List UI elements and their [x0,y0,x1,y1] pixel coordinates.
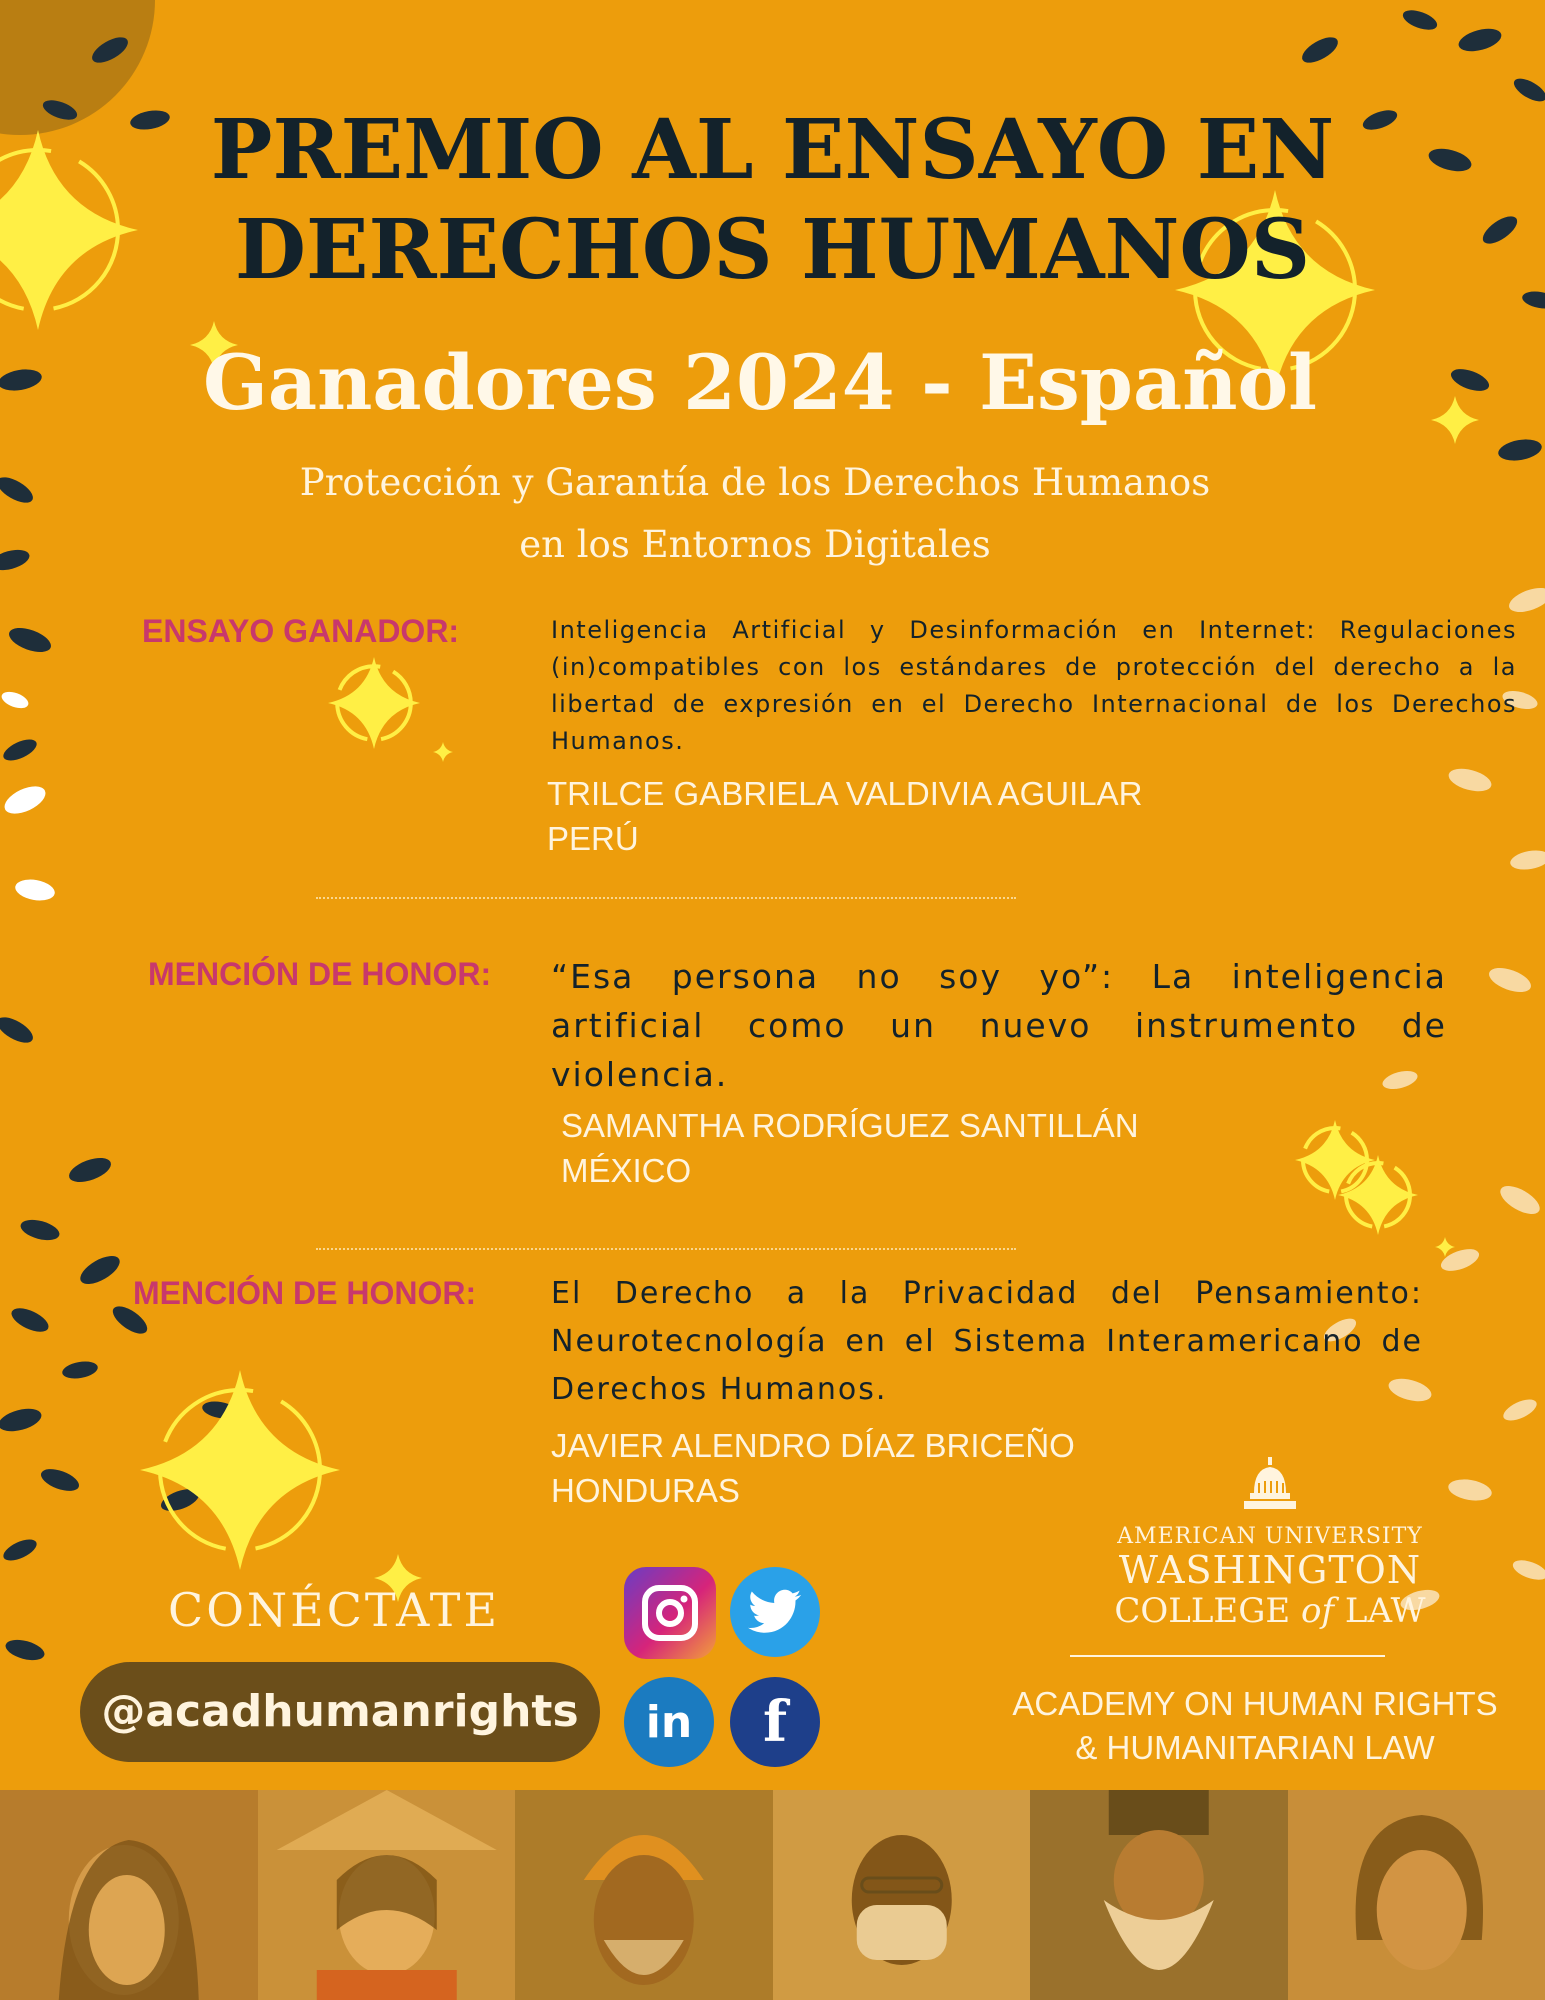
honor-label: MENCIÓN DE HONOR: [133,1275,477,1311]
dash-decoration [0,1405,44,1436]
honor-essay-title: “Esa persona no soy yo”: La inteligencia artificial como un nuevo instrumento de violencia. [551,957,1447,1094]
dash-decoration [3,1636,46,1664]
instagram-icon[interactable] [624,1567,716,1659]
logo-line-3 [1060,1591,1480,1631]
academy-name [955,1682,1545,1770]
dash-decoration [0,735,39,765]
logo-college: COLLEGE [1114,1591,1291,1631]
dash-decoration [1446,765,1494,796]
author-country: HONDURAS [551,1472,740,1509]
connect-heading: CONÉCTATE [168,1583,501,1637]
author-country: MÉXICO [561,1152,692,1189]
theme-line-2: en los Entornos Digitales [519,523,991,566]
dash-decoration [1298,32,1342,68]
subtitle: Ganadores 2024 - Español [202,338,1318,427]
winner-label: ENSAYO GANADOR: [142,613,460,649]
dash-decoration [1400,6,1439,33]
university-logo [1060,1455,1480,1631]
facebook-icon[interactable]: f [730,1677,820,1767]
winner-author [547,771,1142,861]
dash-decoration [1456,25,1504,56]
divider [316,897,1016,899]
dash-decoration [0,1535,39,1565]
dash-decoration [18,1216,61,1244]
dash-decoration [0,1012,37,1048]
title-line-2: DERECHOS HUMANOS [234,202,1311,298]
academy-line-2: & HUMANITARIAN LAW [1075,1729,1435,1766]
dash-decoration [1509,848,1545,873]
dash-decoration [1500,1395,1539,1425]
honor-label: MENCIÓN DE HONOR: [148,956,492,992]
dash-decoration [76,1250,124,1289]
dash-decoration [38,1465,82,1496]
page-title [0,100,1545,300]
dash-decoration [1497,436,1544,463]
dash-decoration [0,689,31,712]
academy-line-1: ACADEMY ON HUMAN RIGHTS [1012,1685,1498,1722]
dash-decoration [0,781,49,820]
linkedin-icon[interactable]: in [624,1677,714,1767]
logo-line-1: AMERICAN UNIVERSITY [1117,1524,1423,1549]
sparkle-icon [328,657,420,749]
dash-decoration [61,1359,99,1381]
logo-divider [1070,1655,1385,1657]
dash-decoration [0,472,37,508]
dash-decoration [14,877,57,904]
twitter-icon[interactable] [730,1567,820,1657]
dash-decoration [1496,1180,1544,1219]
honor-author [551,1423,1075,1513]
dash-decoration [0,546,32,574]
sparkle-icon [140,1370,340,1570]
dash-decoration [6,623,54,657]
author-name: SAMANTHA RODRÍGUEZ SANTILLÁN [561,1107,1139,1144]
author-country: PERÚ [547,820,639,857]
logo-line-2: WASHINGTON [1118,1548,1422,1592]
theme-line-1: Protección y Garantía de los Derechos Humanos [299,461,1211,504]
capitol-dome-icon [1240,1455,1300,1515]
author-name: TRILCE GABRIELA VALDIVIA AGUILAR [547,775,1143,812]
dash-decoration [66,1153,114,1187]
title-line-1: PREMIO AL ENSAYO EN [210,102,1335,198]
honor-essay-title: El Derecho a la Privacidad del Pensamiento: Neurotecnología en el Sistema Interamericano de Derechos Humanos. [551,1276,1423,1407]
logo-of: of [1301,1591,1335,1631]
dash-decoration [1486,963,1534,997]
honor-author [561,1103,1139,1193]
dash-decoration [1510,1556,1545,1583]
logo-law: LAW [1344,1591,1426,1631]
social-handle[interactable]: @acadhumanrights [101,1686,579,1737]
theme [230,452,1280,576]
dash-decoration [8,1303,52,1336]
divider [316,1248,1016,1250]
sparkle-icon [433,742,453,762]
author-name: JAVIER ALENDRO DÍAZ BRICEÑO [551,1427,1075,1464]
winner-essay-title: Inteligencia Artificial y Desinformación en Internet: Regulaciones (in)compatibles con los estándares de protección del derecho a la libertad de expresión en el Derecho Internacional de los Derechos Humanos. [551,616,1517,755]
photo-tint-overlay [0,1790,1545,2000]
